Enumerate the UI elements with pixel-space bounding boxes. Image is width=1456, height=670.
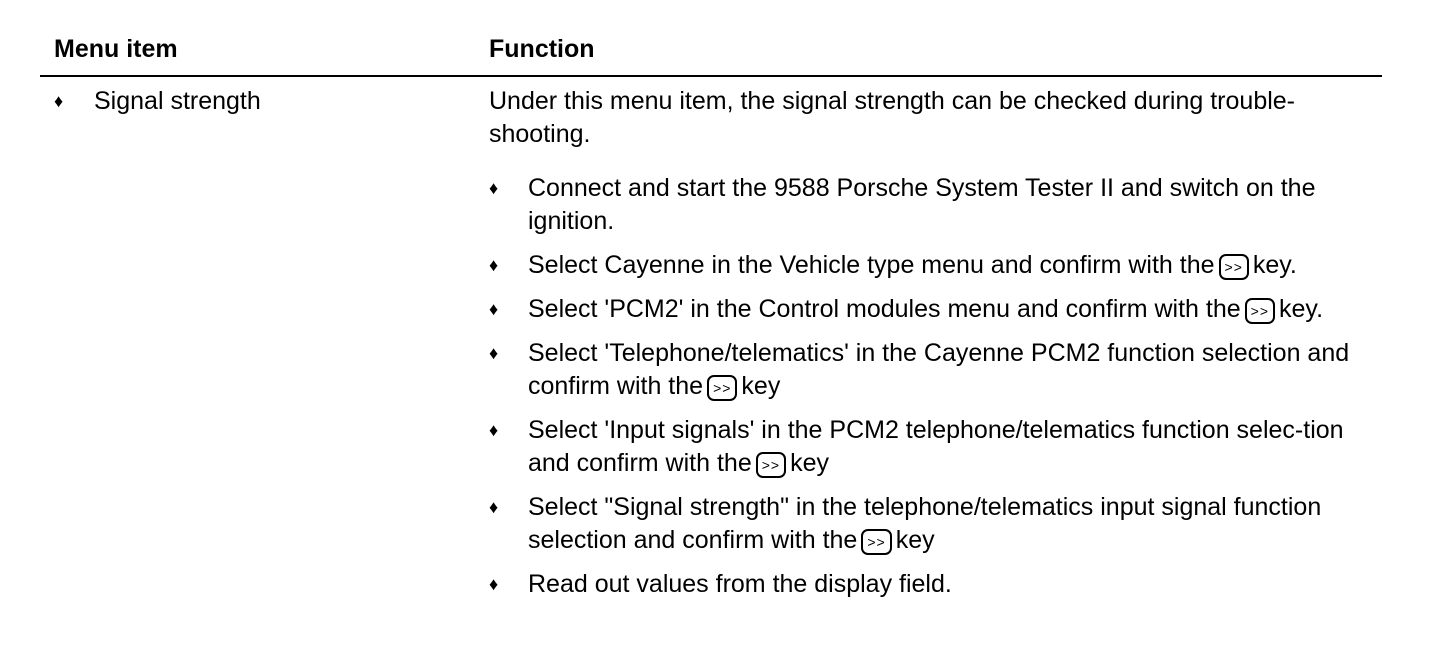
menu-item-label: Signal strength	[94, 87, 261, 115]
step-text: Select 'PCM2' in the Control modules menu and confirm with the	[528, 295, 1241, 323]
instruction-step-7	[489, 568, 1382, 601]
step-text-after: key.	[1252, 251, 1297, 279]
header-function: Function	[489, 35, 595, 63]
instruction-step-3	[489, 293, 1382, 326]
diamond-bullet-icon: ♦	[489, 420, 499, 440]
step-text-after: key	[895, 526, 935, 554]
forward-key-icon: >>	[1245, 298, 1275, 324]
step-text: Connect and start the 9588 Porsche System Tester II and switch on the ignition.	[528, 174, 1316, 235]
forward-key-icon: >>	[756, 452, 786, 478]
document-page	[40, 0, 1382, 670]
menu-item-cell	[54, 85, 261, 117]
header-menu-item: Menu item	[54, 35, 178, 63]
instruction-step-5	[489, 414, 1382, 480]
diamond-bullet-icon: ♦	[489, 178, 499, 198]
diamond-bullet-icon: ♦	[489, 497, 499, 517]
forward-key-icon: >>	[861, 529, 891, 555]
step-text-after: key	[741, 372, 781, 400]
instruction-step-4	[489, 337, 1382, 403]
step-text: Select 'Input signals' in the PCM2 telephone/telematics function selec-tion and confirm with the	[528, 416, 1344, 477]
diamond-bullet-icon: ♦	[54, 91, 64, 111]
diamond-bullet-icon: ♦	[489, 574, 499, 594]
instruction-list	[489, 172, 1382, 612]
diamond-bullet-icon: ♦	[489, 299, 499, 319]
diamond-bullet-icon: ♦	[489, 343, 499, 363]
instruction-step-2	[489, 249, 1382, 282]
instruction-step-1	[489, 172, 1382, 238]
step-text: Select "Signal strength" in the telephone/telematics input signal function selection and confirm with the	[528, 493, 1322, 554]
forward-key-icon: >>	[1219, 254, 1249, 280]
step-text: Read out values from the display field.	[528, 570, 952, 598]
function-intro: Under this menu item, the signal strength can be checked during trouble-shooting.	[489, 87, 1296, 148]
step-text-after: key.	[1279, 295, 1324, 323]
step-text: Select Cayenne in the Vehicle type menu and confirm with the	[528, 251, 1215, 279]
step-text-after: key	[790, 449, 829, 477]
table-header	[40, 0, 1382, 77]
forward-key-icon: >>	[707, 375, 737, 401]
instruction-step-6	[489, 491, 1382, 557]
diamond-bullet-icon: ♦	[489, 255, 499, 275]
step-text: Select 'Telephone/telematics' in the Cayenne PCM2 function selection and confirm with the	[528, 339, 1350, 400]
